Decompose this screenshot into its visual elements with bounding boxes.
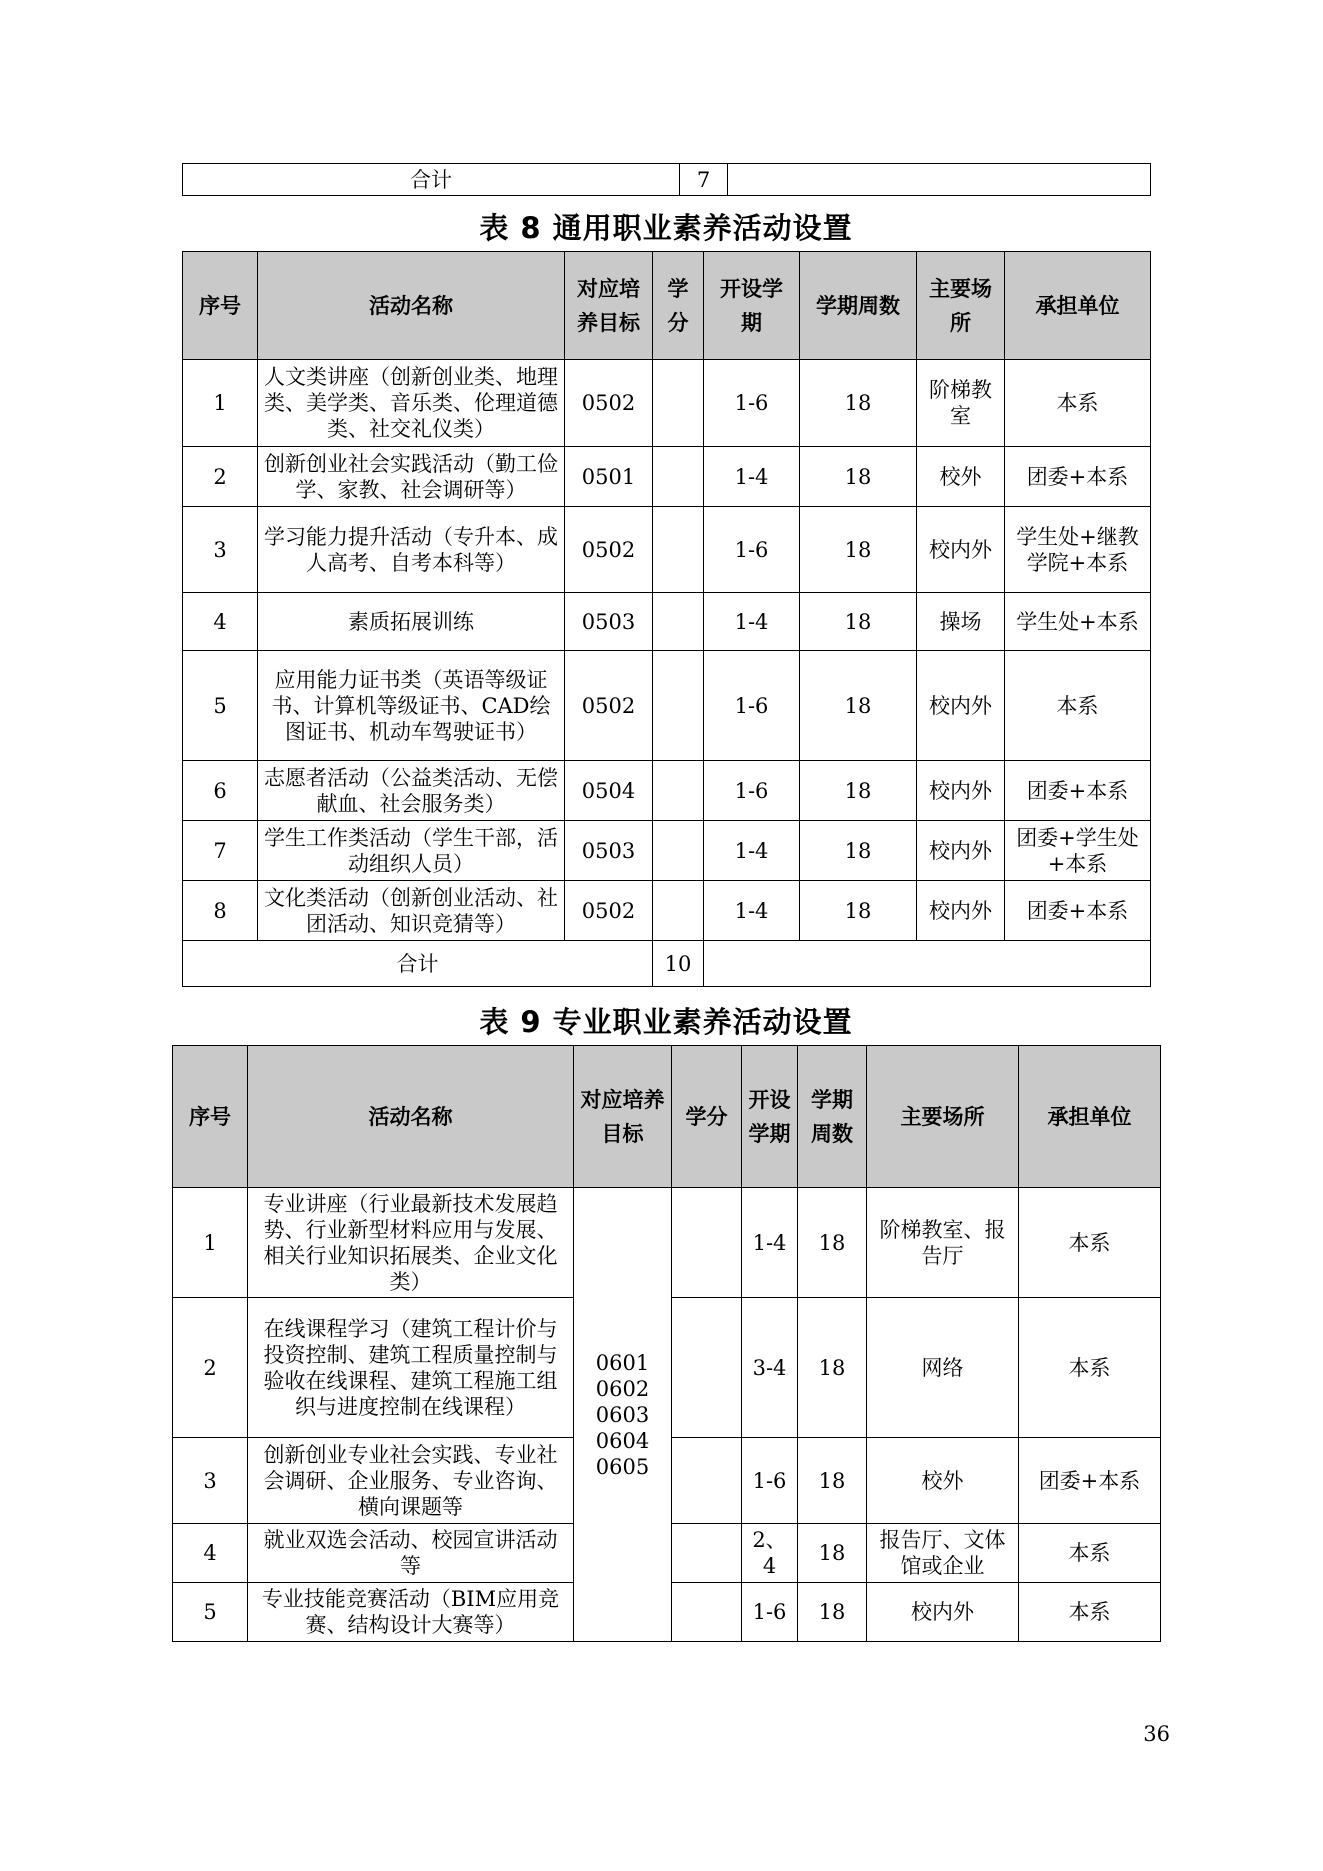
- row-term: 1-4: [704, 821, 800, 881]
- row-goal: 0502: [565, 360, 653, 447]
- row-term: 1-6: [704, 360, 800, 447]
- row-no: 3: [173, 1438, 248, 1524]
- row-weeks: 18: [800, 651, 917, 761]
- header-term: 开设学期: [742, 1046, 798, 1188]
- row-unit: 学生处+继教学院+本系: [1005, 507, 1151, 593]
- row-weeks: 18: [800, 761, 917, 821]
- row-term: 1-4: [704, 593, 800, 651]
- table8: [182, 251, 1151, 987]
- row-name: 学生工作类活动（学生干部，活动组织人员）: [258, 821, 565, 881]
- row-term: 1-6: [704, 507, 800, 593]
- row-goal: 0502: [565, 881, 653, 941]
- header-name: 活动名称: [248, 1046, 574, 1188]
- row-no: 1: [173, 1188, 248, 1298]
- row-no: 3: [183, 507, 258, 593]
- table-row: [183, 651, 1151, 761]
- row-name: 专业技能竞赛活动（BIM应用竞赛、结构设计大赛等）: [248, 1583, 574, 1642]
- row-credit: [653, 360, 704, 447]
- table-row: [183, 507, 1151, 593]
- row-weeks: 18: [800, 447, 917, 507]
- row-place: 校外: [917, 447, 1005, 507]
- row-weeks: 18: [800, 881, 917, 941]
- row-place: 校外: [867, 1438, 1019, 1524]
- header-unit: 承担单位: [1019, 1046, 1161, 1188]
- table-row: [183, 360, 1151, 447]
- row-unit: 团委+本系: [1005, 447, 1151, 507]
- row-name: 人文类讲座（创新创业类、地理类、美学类、音乐类、伦理道德类、社交礼仪类）: [258, 360, 565, 447]
- header-name: 活动名称: [258, 252, 565, 360]
- table-row: [183, 761, 1151, 821]
- row-unit: 本系: [1005, 360, 1151, 447]
- header-goal: 对应培养目标: [565, 252, 653, 360]
- table8-total-row: [183, 941, 1151, 987]
- table-row: [183, 593, 1151, 651]
- row-weeks: 18: [798, 1583, 867, 1642]
- row-name: 在线课程学习（建筑工程计价与投资控制、建筑工程质量控制与验收在线课程、建筑工程施工组织与进度控制在线课程）: [248, 1298, 574, 1438]
- row-term: 1-4: [742, 1188, 798, 1298]
- row-term: 2、4: [742, 1524, 798, 1583]
- total-rest: [704, 941, 1151, 987]
- row-term: 1-4: [704, 881, 800, 941]
- row-unit: 团委+学生处+本系: [1005, 821, 1151, 881]
- row-name: 就业双选会活动、校园宣讲活动等: [248, 1524, 574, 1583]
- total-credits: 7: [680, 164, 728, 196]
- row-place: 校内外: [867, 1583, 1019, 1642]
- row-place: 阶梯教室、报告厅: [867, 1188, 1019, 1298]
- header-goal: 对应培养目标: [574, 1046, 672, 1188]
- row-place: 校内外: [917, 881, 1005, 941]
- row-no: 7: [183, 821, 258, 881]
- row-name: 应用能力证书类（英语等级证书、计算机等级证书、CAD绘图证书、机动车驾驶证书）: [258, 651, 565, 761]
- header-weeks: 学期周数: [800, 252, 917, 360]
- row-no: 8: [183, 881, 258, 941]
- table-row: [173, 1188, 1161, 1298]
- row-name: 文化类活动（创新创业活动、社团活动、知识竞猜等）: [258, 881, 565, 941]
- header-no: 序号: [173, 1046, 248, 1188]
- header-place: 主要场所: [867, 1046, 1019, 1188]
- table8-header-row: [183, 252, 1151, 360]
- row-weeks: 18: [798, 1524, 867, 1583]
- row-goal: 0502: [565, 507, 653, 593]
- row-place: 网络: [867, 1298, 1019, 1438]
- header-credit: 学分: [672, 1046, 742, 1188]
- row-name: 志愿者活动（公益类活动、无偿献血、社会服务类）: [258, 761, 565, 821]
- row-no: 6: [183, 761, 258, 821]
- row-weeks: 18: [798, 1188, 867, 1298]
- row-place: 阶梯教室: [917, 360, 1005, 447]
- row-unit: 学生处+本系: [1005, 593, 1151, 651]
- row-weeks: 18: [800, 360, 917, 447]
- row-place: 校内外: [917, 761, 1005, 821]
- row-credit: [653, 821, 704, 881]
- row-no: 4: [183, 593, 258, 651]
- row-name: 创新创业社会实践活动（勤工俭学、家教、社会调研等）: [258, 447, 565, 507]
- row-name: 专业讲座（行业最新技术发展趋势、行业新型材料应用与发展、相关行业知识拓展类、企业文化类）: [248, 1188, 574, 1298]
- header-term: 开设学期: [704, 252, 800, 360]
- row-credit: [672, 1583, 742, 1642]
- table9: [172, 1045, 1161, 1642]
- row-credit: [672, 1524, 742, 1583]
- row-credit: [653, 761, 704, 821]
- table-row: [183, 821, 1151, 881]
- row-unit: 本系: [1019, 1298, 1161, 1438]
- header-unit: 承担单位: [1005, 252, 1151, 360]
- row-goal: 0503: [565, 593, 653, 651]
- row-term: 1-6: [704, 761, 800, 821]
- page-number: 36: [1143, 1722, 1170, 1746]
- row-weeks: 18: [800, 507, 917, 593]
- row-unit: 本系: [1019, 1188, 1161, 1298]
- row-weeks: 18: [798, 1298, 867, 1438]
- row-credit: [653, 507, 704, 593]
- row-no: 1: [183, 360, 258, 447]
- table9-title: 表 9 专业职业素养活动设置: [479, 1005, 853, 1039]
- row-place: 操场: [917, 593, 1005, 651]
- table-row: [183, 447, 1151, 507]
- row-weeks: 18: [798, 1438, 867, 1524]
- row-term: 1-6: [742, 1583, 798, 1642]
- row-credit: [653, 447, 704, 507]
- row-term: 3-4: [742, 1298, 798, 1438]
- row-weeks: 18: [800, 593, 917, 651]
- row-goal: 0501: [565, 447, 653, 507]
- row-goal: 0502: [565, 651, 653, 761]
- row-name: 创新创业专业社会实践、专业社会调研、企业服务、专业咨询、横向课题等: [248, 1438, 574, 1524]
- row-place: 校内外: [917, 821, 1005, 881]
- header-credit: 学分: [653, 252, 704, 360]
- row-term: 1-6: [742, 1438, 798, 1524]
- row-credit: [653, 651, 704, 761]
- row-place: 校内外: [917, 507, 1005, 593]
- row-no: 4: [173, 1524, 248, 1583]
- header-place: 主要场所: [917, 252, 1005, 360]
- row-credit: [653, 593, 704, 651]
- table9-header-row: [173, 1046, 1161, 1188]
- total-label: 合计: [183, 941, 653, 987]
- row-no: 5: [183, 651, 258, 761]
- total-rest: [728, 164, 1151, 196]
- row-credit: [672, 1188, 742, 1298]
- row-unit: 本系: [1005, 651, 1151, 761]
- row-no: 5: [173, 1583, 248, 1642]
- header-weeks: 学期周数: [798, 1046, 867, 1188]
- row-goal: 0503: [565, 821, 653, 881]
- row-unit: 团委+本系: [1005, 881, 1151, 941]
- row-place: 校内外: [917, 651, 1005, 761]
- previous-table-total: [182, 163, 1151, 196]
- row-term: 1-6: [704, 651, 800, 761]
- row-place: 报告厅、文体馆或企业: [867, 1524, 1019, 1583]
- table8-title: 表 8 通用职业素养活动设置: [479, 211, 853, 245]
- row-name: 学习能力提升活动（专升本、成人高考、自考本科等）: [258, 507, 565, 593]
- row-credit: [672, 1298, 742, 1438]
- row-term: 1-4: [704, 447, 800, 507]
- row-name: 素质拓展训练: [258, 593, 565, 651]
- row-no: 2: [183, 447, 258, 507]
- row-goal: 0504: [565, 761, 653, 821]
- header-no: 序号: [183, 252, 258, 360]
- total-credits: 10: [653, 941, 704, 987]
- row-credit: [672, 1438, 742, 1524]
- row-unit: 团委+本系: [1019, 1438, 1161, 1524]
- row-unit: 团委+本系: [1005, 761, 1151, 821]
- shared-goal-cell: 0601 0602 0603 0604 0605: [574, 1188, 672, 1642]
- row-weeks: 18: [800, 821, 917, 881]
- table-row: [183, 881, 1151, 941]
- row-credit: [653, 881, 704, 941]
- row-unit: 本系: [1019, 1524, 1161, 1583]
- row-no: 2: [173, 1298, 248, 1438]
- row-unit: 本系: [1019, 1583, 1161, 1642]
- total-label: 合计: [183, 164, 680, 196]
